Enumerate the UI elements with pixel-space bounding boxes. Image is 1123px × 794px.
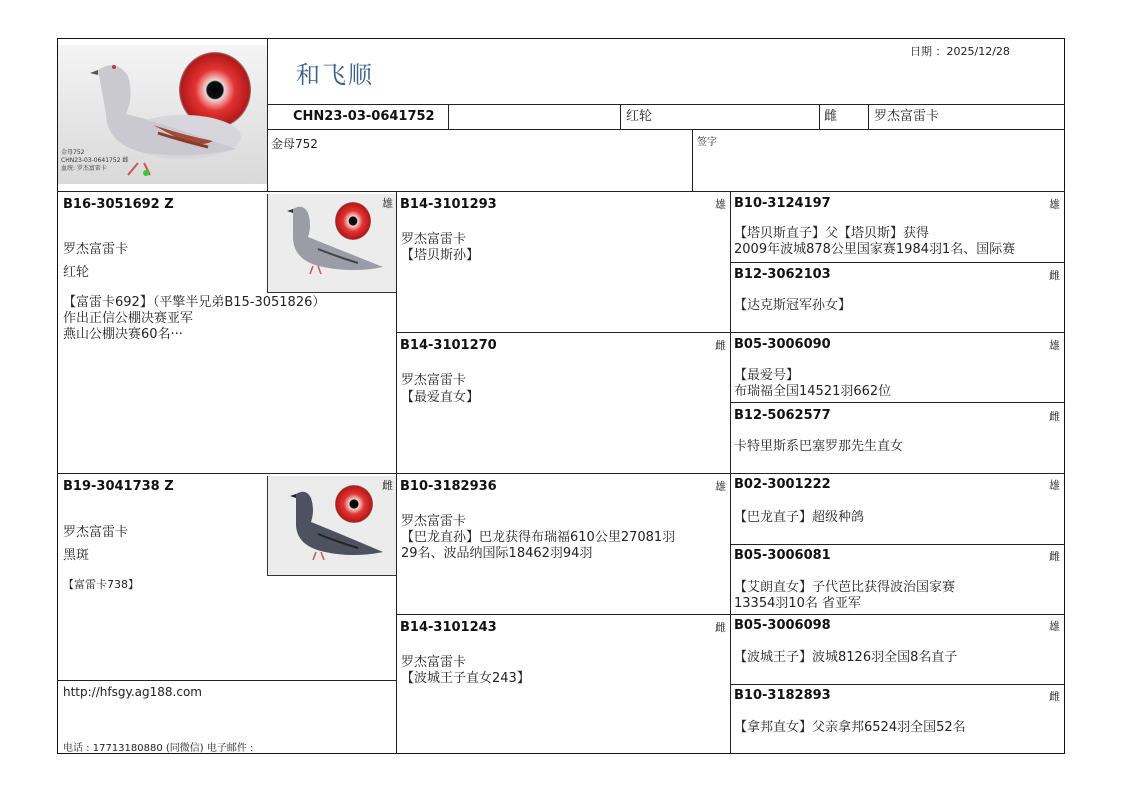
great-grandparent-remark: 【达克斯冠军孙女】 — [734, 298, 852, 313]
main-breeder: 罗杰富雷卡 — [874, 109, 940, 124]
signature-label: 签字 — [697, 137, 717, 148]
dam-color: 黑斑 — [63, 548, 90, 563]
great-grandparent-sex: 雄 — [1049, 479, 1060, 492]
great-grandparent-sex: 雄 — [1049, 339, 1060, 352]
great-grandparent-ring: B05-3006098 — [734, 618, 831, 633]
great-grandparent-ring: B02-3001222 — [734, 477, 831, 492]
great-grandparent-ring: B10-3124197 — [734, 196, 831, 211]
great-grandparent-ring: B05-3006090 — [734, 337, 831, 352]
dam-remark: 【富雷卡738】 — [63, 578, 139, 591]
great-grandparent-remark: 卡特里斯系巴塞罗那先生直女 — [734, 439, 904, 454]
sire-remark: 【富雷卡692】（平擎半兄弟B15-3051826） 作出正信公棚决赛亚军 燕山公棚决赛60名··· — [63, 295, 326, 342]
grandparent-sex: 雄 — [715, 198, 726, 211]
grandparent-remark: 【塔贝斯孙】 — [401, 248, 480, 263]
grandparent-sex: 雌 — [715, 621, 726, 634]
dam-photo-sex: 雌 — [382, 479, 393, 492]
main-pigeon-photo — [58, 45, 267, 184]
main-sex: 雌 — [824, 109, 838, 124]
grandparent-ring: B14-3101270 — [400, 338, 497, 353]
photo-caption-line: 血统: 罗杰富雷卡 — [61, 165, 107, 172]
grandparent-breeder: 罗杰富雷卡 — [401, 373, 467, 388]
contact-info: 电话 : 17713180880 (同微信) 电子邮件 : — [63, 743, 254, 754]
grandparent-breeder: 罗杰富雷卡 — [401, 514, 467, 529]
dam-ring: B19-3041738 Z — [63, 479, 174, 494]
grandparent-sex: 雄 — [715, 480, 726, 493]
sire-photo-image — [268, 194, 396, 292]
great-grandparent-ring: B12-3062103 — [734, 267, 831, 282]
loft-name-title: 和飞顺 — [296, 61, 374, 89]
great-grandparent-ring: B12-5062577 — [734, 408, 831, 423]
grandparent-sex: 雌 — [715, 339, 726, 352]
sire-ring: B16-3051692 Z — [63, 197, 174, 212]
sire-breeder: 罗杰富雷卡 — [63, 242, 129, 257]
great-grandparent-sex: 雄 — [1049, 198, 1060, 211]
great-grandparent-sex: 雄 — [1049, 620, 1060, 633]
grandparent-breeder: 罗杰富雷卡 — [401, 232, 467, 247]
dam-photo-image — [268, 476, 396, 575]
main-ring-number: CHN23-03-0641752 — [293, 109, 435, 124]
great-grandparent-sex: 雌 — [1049, 690, 1060, 703]
print-date: 日期 ：2025/12/28 — [910, 45, 1010, 58]
sire-color: 红轮 — [63, 265, 90, 280]
grandparent-remark: 【巴龙直孙】巴龙获得布瑞福610公里27081羽 29名、波品纳国际18462羽94羽 — [401, 530, 676, 561]
photo-caption-line: 金母752 — [61, 149, 85, 156]
main-color: 红轮 — [626, 109, 653, 124]
grandparent-ring: B14-3101243 — [400, 620, 497, 635]
main-pigeon-name: 金母752 — [271, 137, 318, 151]
great-grandparent-remark: 【波城王子】波城8126羽全国8名直子 — [734, 650, 958, 665]
great-grandparent-sex: 雌 — [1049, 410, 1060, 423]
photo-caption-line: CHN23-03-0641752 雌 — [61, 157, 129, 164]
grandparent-ring: B10-3182936 — [400, 479, 497, 494]
great-grandparent-remark: 【巴龙直子】超级种鸽 — [734, 510, 865, 525]
great-grandparent-remark: 【最爱号】 布瑞福全国14521羽662位 — [734, 368, 892, 399]
great-grandparent-remark: 【塔贝斯直子】父【塔贝斯】获得 2009年波城878公里国家赛1984羽1名、国际赛 — [734, 226, 1016, 257]
great-grandparent-sex: 雌 — [1049, 269, 1060, 282]
great-grandparent-remark: 【艾朗直女】子代芭比获得波治国家赛 13354羽10名 省亚军 — [734, 580, 956, 611]
great-grandparent-ring: B05-3006081 — [734, 548, 831, 563]
website-link[interactable]: http://hfsgy.ag188.com — [63, 685, 202, 699]
great-grandparent-remark: 【拿邦直女】父亲拿邦6524羽全国52名 — [734, 720, 966, 735]
great-grandparent-sex: 雌 — [1049, 550, 1060, 563]
grandparent-remark: 【波城王子直女243】 — [401, 671, 530, 686]
sire-photo-box — [267, 194, 396, 293]
sire-photo-sex: 雄 — [382, 197, 393, 210]
grandparent-breeder: 罗杰富雷卡 — [401, 655, 467, 670]
grandparent-ring: B14-3101293 — [400, 197, 497, 212]
dam-photo-box — [267, 476, 396, 576]
great-grandparent-ring: B10-3182893 — [734, 688, 831, 703]
dam-breeder: 罗杰富雷卡 — [63, 525, 129, 540]
grandparent-remark: 【最爱直女】 — [401, 390, 480, 405]
